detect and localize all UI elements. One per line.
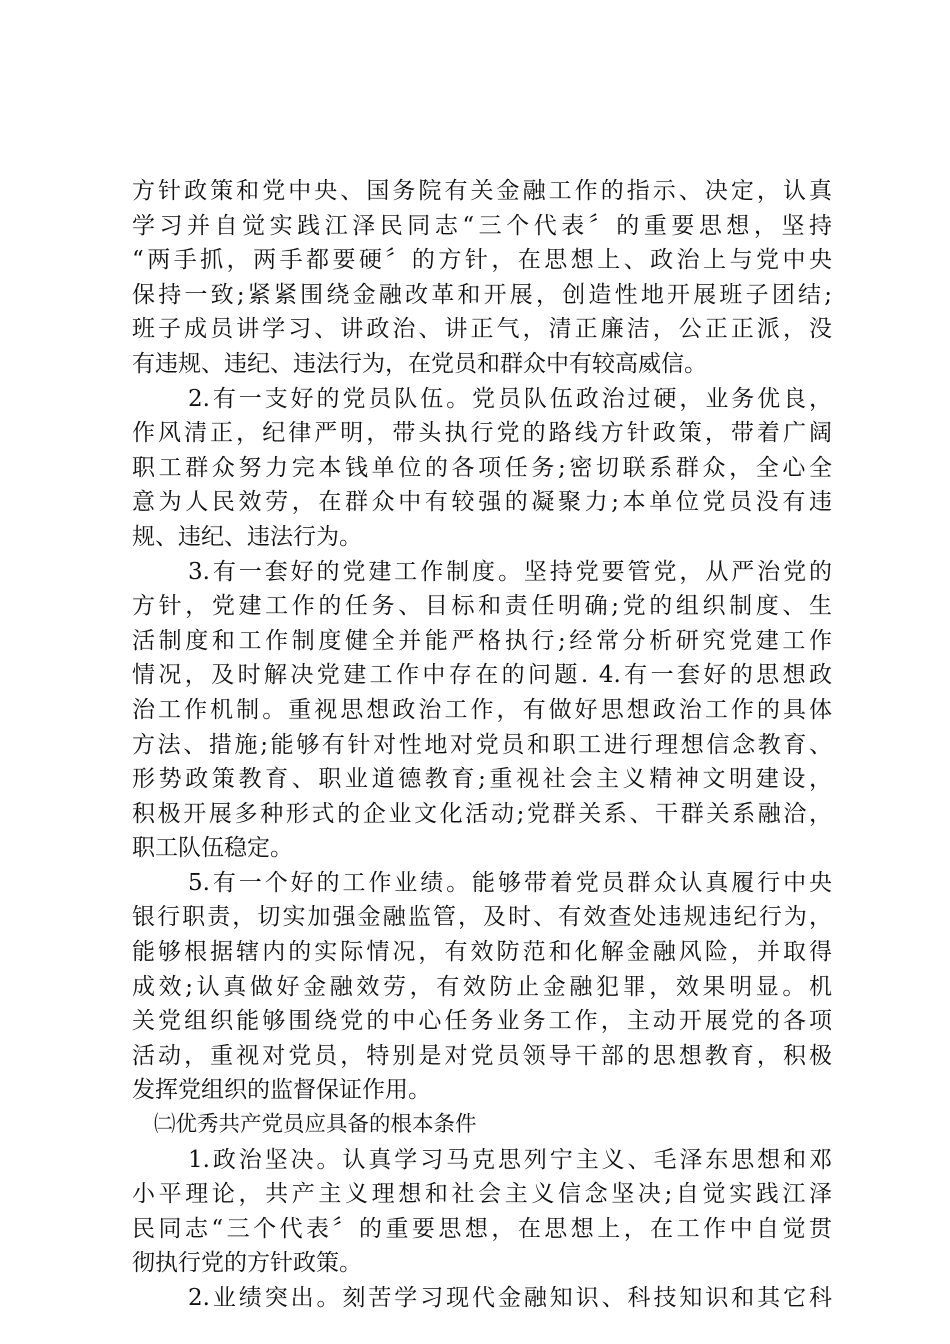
text-line: 方针，党建工作的任务、目标和责任明确;党的组织制度、生 xyxy=(132,593,832,620)
text-line: 发挥党组织的监督保证作用。 xyxy=(132,1077,431,1104)
text-line: 方法、措施;能够有针对性地对党员和职工进行理想信念教育、 xyxy=(132,731,832,758)
text-line: 方针政策和党中央、国务院有关金融工作的指示、决定，认真 xyxy=(132,178,832,204)
text-line: 意为人民效劳，在群众中有较强的凝聚力;本单位党员没有违 xyxy=(132,489,832,516)
text-line: 形势政策教育、职业道德教育;重视社会主义精神文明建设， xyxy=(132,766,832,793)
text-line: 有违规、违纪、违法行为，在党员和群众中有较高威信。 xyxy=(132,350,707,377)
document-body xyxy=(132,174,832,1316)
text-line: 治工作机制。重视思想政治工作，有做好思想政治工作的具体 xyxy=(132,696,832,723)
text-line: “两手抓，两手都要硬〞的方针，在思想上、政治上与党中央 xyxy=(132,247,832,274)
text-line: 职工队伍稳定。 xyxy=(132,835,293,862)
text-line: 职工群众努力完本钱单位的各项任务;密切联系群众，全心全 xyxy=(132,454,832,481)
paragraph-start-line: 1.政治坚决。认真学习马克思列宁主义、毛泽东思想和邓 xyxy=(188,1146,832,1173)
text-line: 活动，重视对党员，特别是对党员领导干部的思想教育，积极 xyxy=(132,1042,832,1069)
text-line: 关党组织能够围绕党的中心任务业务工作，主动开展党的各项 xyxy=(132,1008,832,1035)
text-line: 彻执行党的方针政策。 xyxy=(132,1250,362,1277)
text-line: 作风清正，纪律严明，带头执行党的路线方针政策，带着广阔 xyxy=(132,420,832,447)
section-heading: ㈡优秀共产党员应具备的根本条件 xyxy=(154,1112,477,1138)
text-line: 情况，及时解决党建工作中存在的问题. 4.有一套好的思想政 xyxy=(132,662,832,689)
paragraph-start-line: 2.有一支好的党员队伍。党员队伍政治过硬，业务优良， xyxy=(188,385,832,412)
text-line: 班子成员讲学习、讲政治、讲正气，清正廉洁，公正正派，没 xyxy=(132,316,832,343)
text-line: 保持一致;紧紧围绕金融改革和开展，创造性地开展班子团结; xyxy=(132,281,832,308)
text-line: 能够根据辖内的实际情况，有效防范和化解金融风险，并取得 xyxy=(132,939,832,966)
text-line: 民同志“三个代表〞的重要思想，在思想上，在工作中自觉贯 xyxy=(132,1215,832,1242)
text-line: 小平理论，共产主义理想和社会主义信念坚决;自觉实践江泽 xyxy=(132,1181,832,1208)
paragraph-start-line: 2.业绩突出。刻苦学习现代金融知识、科技知识和其它科 xyxy=(188,1285,832,1311)
paragraph-start-line: 5.有一个好的工作业绩。能够带着党员群众认真履行中央 xyxy=(188,869,832,896)
text-line: 银行职责，切实加强金融监管，及时、有效查处违规违纪行为， xyxy=(132,904,832,931)
text-line: 活制度和工作制度健全并能严格执行;经常分析研究党建工作 xyxy=(132,627,832,654)
text-line: 学习并自觉实践江泽民同志“三个代表〞的重要思想，坚持 xyxy=(132,212,832,239)
text-line: 积极开展多种形式的企业文化活动;党群关系、干群关系融洽， xyxy=(132,800,832,827)
text-line: 成效;认真做好金融效劳，有效防止金融犯罪，效果明显。机 xyxy=(132,973,832,1000)
paragraph-start-line: 3.有一套好的党建工作制度。坚持党要管党，从严治党的 xyxy=(188,558,832,585)
text-line: 规、违纪、违法行为。 xyxy=(132,523,362,550)
